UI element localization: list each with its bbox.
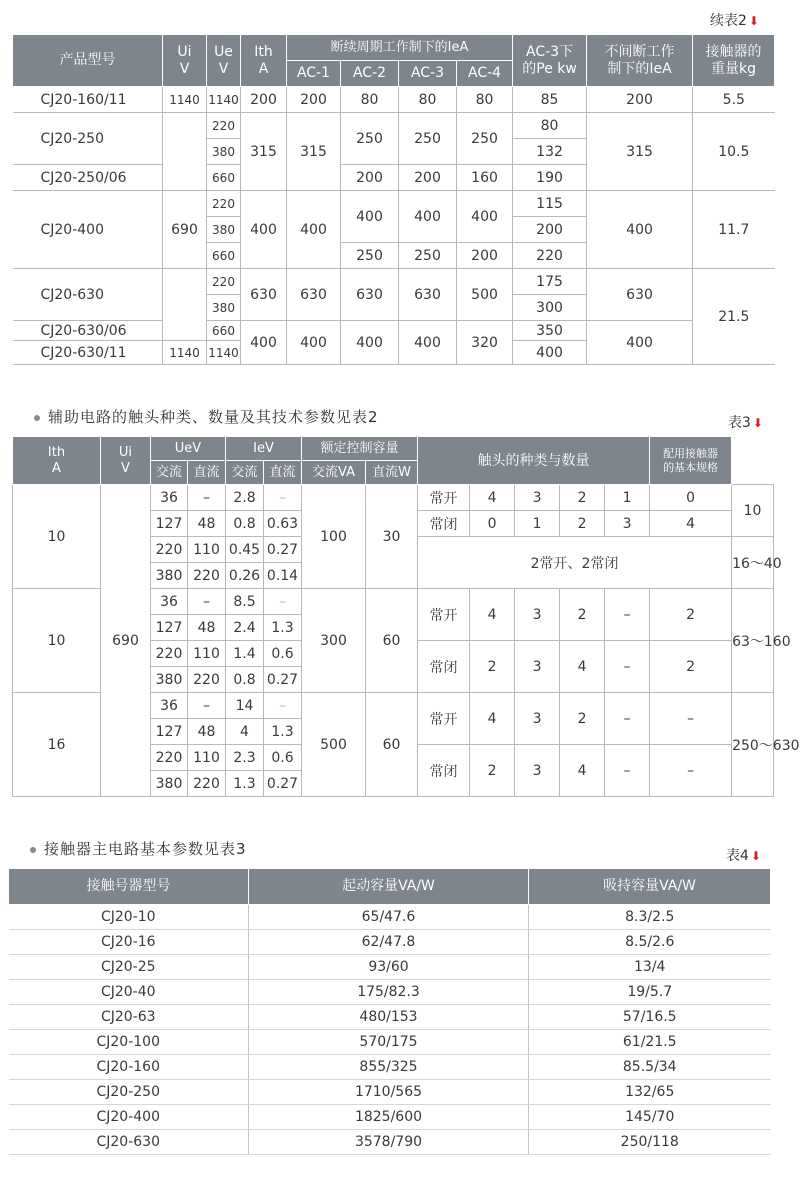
cell-start-capacity: 3578/790	[249, 1130, 529, 1155]
red-down-arrow-icon: ⬇	[750, 849, 761, 863]
table-row	[13, 269, 775, 295]
cell-ac2: 80	[341, 87, 399, 113]
header-dc-w: 直流W	[366, 461, 418, 485]
cell: 2	[470, 745, 515, 797]
bullet-dot-icon	[30, 847, 36, 853]
cell-ui: 1140	[163, 87, 207, 113]
header-uev: UeV	[151, 437, 226, 461]
header-ac4: AC-4	[457, 61, 513, 87]
header-contacts: 触头的种类与数量	[418, 437, 650, 485]
section-heading-table4	[30, 838, 247, 859]
cell-model: CJ20-400	[9, 1105, 249, 1130]
header-ue: Ue V	[207, 35, 241, 87]
cell-weight: 21.5	[693, 269, 775, 365]
table-row	[9, 1105, 771, 1130]
cell-ith: 630	[241, 269, 287, 321]
cell-model: CJ20-16	[9, 930, 249, 955]
cell: –	[188, 693, 226, 719]
cell-uninterrupted: 400	[587, 321, 693, 365]
cell: 110	[188, 641, 226, 667]
cell: 4	[560, 641, 605, 693]
cell: 3	[515, 745, 560, 797]
cell-hold-capacity: 132/65	[529, 1080, 771, 1105]
cell: 1.3	[264, 615, 302, 641]
cell-pe: 175	[513, 269, 587, 295]
table4	[8, 868, 771, 1155]
cell-ui-empty	[163, 269, 207, 341]
cell: 380	[151, 771, 188, 797]
cell-start-capacity: 855/325	[249, 1055, 529, 1080]
cell-model: CJ20-40	[9, 980, 249, 1005]
cell: 0.26	[226, 563, 264, 589]
cell: 36	[151, 485, 188, 511]
cell: 0	[470, 511, 515, 537]
cell-dc-w: 60	[366, 589, 418, 693]
cell: 127	[151, 615, 188, 641]
cell-ue: 660	[207, 165, 241, 191]
cell-model: CJ20-160	[9, 1055, 249, 1080]
cell-ac-va: 500	[302, 693, 366, 797]
cell-ue: 1140	[207, 341, 241, 365]
header-ac3-pe: AC-3下 的Pe kw	[513, 35, 587, 87]
cell: 2	[650, 641, 732, 693]
cell-ue: 220	[207, 113, 241, 139]
cell: 8.5	[226, 589, 264, 615]
section-heading-table3	[34, 406, 379, 427]
cell: 2.8	[226, 485, 264, 511]
header-iev-dc: 直流	[264, 461, 302, 485]
cell: 4	[470, 485, 515, 511]
table-row	[9, 1080, 771, 1105]
cell: 0.27	[264, 537, 302, 563]
cell: 380	[151, 667, 188, 693]
cell-uninterrupted: 315	[587, 113, 693, 191]
header-iev-ac: 交流	[226, 461, 264, 485]
cell-ue: 660	[207, 321, 241, 341]
cell-pe: 132	[513, 139, 587, 165]
cell-ac1: 200	[287, 87, 341, 113]
table-row	[9, 955, 771, 980]
section-heading-text: 接触器主电路基本参数见表3	[44, 840, 247, 858]
cell-model: CJ20-630	[9, 1130, 249, 1155]
cell-uninterrupted: 630	[587, 269, 693, 321]
cell-ith: 10	[13, 589, 101, 693]
cell: 220	[188, 771, 226, 797]
cell: 14	[226, 693, 264, 719]
cell-dc-w: 60	[366, 693, 418, 797]
cell-model: CJ20-25	[9, 955, 249, 980]
cell-ue: 220	[207, 269, 241, 295]
cell-pe: 300	[513, 295, 587, 321]
cell: 2.4	[226, 615, 264, 641]
table2-caption-text: 续表2	[710, 13, 747, 29]
cell-ac4: 400	[457, 191, 513, 243]
cell-hold-capacity: 8.3/2.5	[529, 905, 771, 930]
table3-caption-text: 表3	[728, 415, 751, 431]
cell-ac-va: 300	[302, 589, 366, 693]
table-row	[9, 930, 771, 955]
cell: –	[264, 693, 302, 719]
table3	[12, 436, 800, 797]
cell: 48	[188, 511, 226, 537]
cell: 0.27	[264, 771, 302, 797]
cell-pe: 350	[513, 321, 587, 341]
cell-ui: 690	[101, 485, 151, 797]
table-row	[13, 87, 775, 113]
cell-pe: 85	[513, 87, 587, 113]
cell-ac4: 250	[457, 113, 513, 165]
header-hold-capacity: 吸持容量VA/W	[529, 869, 771, 905]
table-row	[13, 191, 775, 217]
header-start-capacity: 起动容量VA/W	[249, 869, 529, 905]
cell-ui: 690	[163, 191, 207, 269]
cell-weight: 5.5	[693, 87, 775, 113]
cell-hold-capacity: 145/70	[529, 1105, 771, 1130]
cell-model: CJ20-400	[13, 191, 163, 269]
header-iev: IeV	[226, 437, 302, 461]
red-down-arrow-icon: ⬇	[748, 14, 759, 28]
cell-ac4: 500	[457, 269, 513, 321]
header-ui: Ui V	[101, 437, 151, 485]
cell-ui: 1140	[163, 341, 207, 365]
cell: 4	[650, 511, 732, 537]
cell: 3	[515, 693, 560, 745]
cell-pe: 80	[513, 113, 587, 139]
cell-no-label: 常开	[418, 485, 470, 511]
header-ac3: AC-3	[399, 61, 457, 87]
cell-nc-label: 常闭	[418, 511, 470, 537]
cell-hold-capacity: 85.5/34	[529, 1055, 771, 1080]
cell-ac2: 400	[341, 321, 399, 365]
cell: 0.8	[226, 511, 264, 537]
table-row	[9, 1030, 771, 1055]
cell-ac2: 630	[341, 269, 399, 321]
cell: –	[605, 641, 650, 693]
cell-base: 16～40	[732, 537, 774, 589]
cell-model: CJ20-160/11	[13, 87, 163, 113]
cell-hold-capacity: 13/4	[529, 955, 771, 980]
header-uev-dc: 直流	[188, 461, 226, 485]
cell-pe: 220	[513, 243, 587, 269]
cell: –	[264, 589, 302, 615]
cell-ac1: 315	[287, 113, 341, 191]
table-row	[13, 113, 775, 139]
header-base-spec: 配用接触器 的基本规格	[650, 437, 732, 485]
cell: 1.3	[264, 719, 302, 745]
cell-start-capacity: 570/175	[249, 1030, 529, 1055]
cell-hold-capacity: 61/21.5	[529, 1030, 771, 1055]
cell-model: CJ20-630/06	[13, 321, 163, 341]
cell: –	[605, 693, 650, 745]
cell-model: CJ20-250	[13, 113, 163, 165]
cell-pe: 200	[513, 217, 587, 243]
cell: 2	[650, 589, 732, 641]
cell-ue: 220	[207, 191, 241, 217]
cell-ac3: 400	[399, 191, 457, 243]
cell-model: CJ20-63	[9, 1005, 249, 1030]
cell-base: 10	[732, 485, 774, 537]
cell: 2	[560, 511, 605, 537]
cell-ith: 10	[13, 485, 101, 589]
cell: 2	[560, 589, 605, 641]
cell-ac3: 80	[399, 87, 457, 113]
cell: 220	[151, 641, 188, 667]
cell: 3	[515, 641, 560, 693]
table-row	[9, 1130, 771, 1155]
cell: 4	[226, 719, 264, 745]
header-model: 产品型号	[13, 35, 163, 87]
cell: 36	[151, 589, 188, 615]
cell: 127	[151, 719, 188, 745]
cell: –	[605, 589, 650, 641]
header-rated: 额定控制容量	[302, 437, 418, 461]
cell: 1.4	[226, 641, 264, 667]
cell-start-capacity: 480/153	[249, 1005, 529, 1030]
cell-ac4: 80	[457, 87, 513, 113]
cell-ac4: 160	[457, 165, 513, 191]
cell-weight: 11.7	[693, 191, 775, 269]
cell-ue: 1140	[207, 87, 241, 113]
table-row	[9, 980, 771, 1005]
cell: 3	[515, 485, 560, 511]
cell: –	[605, 745, 650, 797]
header-ith: Ith A	[13, 437, 101, 485]
bullet-dot-icon	[34, 415, 40, 421]
header-model: 接触号器型号	[9, 869, 249, 905]
cell-hold-capacity: 8.5/2.6	[529, 930, 771, 955]
cell-ith: 16	[13, 693, 101, 797]
cell: 36	[151, 693, 188, 719]
cell-dc-w: 30	[366, 485, 418, 589]
cell: 0.45	[226, 537, 264, 563]
cell: 3	[605, 511, 650, 537]
cell: 2	[560, 693, 605, 745]
cell-ith: 400	[241, 321, 287, 365]
cell: –	[650, 693, 732, 745]
cell: 110	[188, 745, 226, 771]
cell-weight: 10.5	[693, 113, 775, 191]
cell-ac1: 400	[287, 191, 341, 269]
cell-ac3: 400	[399, 321, 457, 365]
cell-ac3: 250	[399, 113, 457, 165]
cell: 110	[188, 537, 226, 563]
cell-start-capacity: 1825/600	[249, 1105, 529, 1130]
cell: 2.3	[226, 745, 264, 771]
cell-hold-capacity: 19/5.7	[529, 980, 771, 1005]
cell: 4	[470, 589, 515, 641]
cell: 380	[151, 563, 188, 589]
cell-ac2: 250	[341, 243, 399, 269]
cell-model: CJ20-250/06	[13, 165, 163, 191]
cell: 1	[605, 485, 650, 511]
cell-pe: 190	[513, 165, 587, 191]
cell: 1	[515, 511, 560, 537]
table4-caption-text: 表4	[726, 848, 749, 864]
cell-start-capacity: 93/60	[249, 955, 529, 980]
red-down-arrow-icon: ⬇	[752, 416, 763, 430]
cell-base: 250～630	[732, 693, 774, 797]
cell-pe: 400	[513, 341, 587, 365]
cell: 48	[188, 719, 226, 745]
section-heading-text: 辅助电路的触头种类、数量及其技术参数见表2	[48, 408, 379, 426]
cell-no-label: 常开	[418, 589, 470, 641]
cell-ith: 315	[241, 113, 287, 191]
header-ac2: AC-2	[341, 61, 399, 87]
cell-uninterrupted: 400	[587, 191, 693, 269]
header-uev-ac: 交流	[151, 461, 188, 485]
cell-model: CJ20-10	[9, 905, 249, 930]
cell-ith: 200	[241, 87, 287, 113]
cell-nc-label: 常闭	[418, 745, 470, 797]
cell-nc-label: 常闭	[418, 641, 470, 693]
header-ac-va: 交流VA	[302, 461, 366, 485]
cell-ue: 380	[207, 217, 241, 243]
cell-ue: 660	[207, 243, 241, 269]
header-ac1: AC-1	[287, 61, 341, 87]
cell: 0.27	[264, 667, 302, 693]
cell: 4	[470, 693, 515, 745]
cell-ac3: 630	[399, 269, 457, 321]
cell-uninterrupted: 200	[587, 87, 693, 113]
cell-ac-va: 100	[302, 485, 366, 589]
cell-base: 63～160	[732, 589, 774, 693]
table2-caption	[710, 10, 759, 30]
cell: 0.63	[264, 511, 302, 537]
cell-ac1: 630	[287, 269, 341, 321]
table4-caption	[726, 845, 761, 865]
cell: 0.6	[264, 641, 302, 667]
cell-ac4: 200	[457, 243, 513, 269]
cell-model: CJ20-630	[13, 269, 163, 321]
cell: –	[188, 485, 226, 511]
table-row	[13, 321, 775, 341]
cell: 2	[470, 641, 515, 693]
cell: –	[650, 745, 732, 797]
cell-ith: 400	[241, 191, 287, 269]
cell: 3	[515, 589, 560, 641]
header-ui: Ui V	[163, 35, 207, 87]
cell-ac2: 200	[341, 165, 399, 191]
cell-ac1: 400	[287, 321, 341, 365]
table-row	[13, 485, 774, 511]
cell-model: CJ20-100	[9, 1030, 249, 1055]
cell: 2	[560, 485, 605, 511]
cell: 4	[560, 745, 605, 797]
cell-model: CJ20-250	[9, 1080, 249, 1105]
cell: 220	[188, 667, 226, 693]
cell-hold-capacity: 57/16.5	[529, 1005, 771, 1030]
cell-hold-capacity: 250/118	[529, 1130, 771, 1155]
cell-ac3: 200	[399, 165, 457, 191]
table-row	[9, 1005, 771, 1030]
header-uninterrupted: 不间断工作 制下的IeA	[587, 35, 693, 87]
cell: –	[264, 485, 302, 511]
table2	[12, 34, 775, 365]
header-intermittent: 断续周期工作制下的IeA	[287, 35, 513, 61]
header-weight: 接触器的 重量kg	[693, 35, 775, 87]
cell-ue: 380	[207, 139, 241, 165]
cell-start-capacity: 1710/565	[249, 1080, 529, 1105]
cell: 1.3	[226, 771, 264, 797]
cell-start-capacity: 175/82.3	[249, 980, 529, 1005]
cell-pe: 115	[513, 191, 587, 217]
cell-start-capacity: 62/47.8	[249, 930, 529, 955]
cell-ui-empty	[163, 113, 207, 191]
cell: 0.8	[226, 667, 264, 693]
cell-ac3: 250	[399, 243, 457, 269]
cell: 220	[151, 745, 188, 771]
cell: 0	[650, 485, 732, 511]
cell: 0.14	[264, 563, 302, 589]
cell: 127	[151, 511, 188, 537]
header-ith: Ith A	[241, 35, 287, 87]
table-row	[9, 905, 771, 930]
table-row	[9, 1055, 771, 1080]
cell-ue: 380	[207, 295, 241, 321]
cell-ac2: 400	[341, 191, 399, 243]
cell: 220	[188, 563, 226, 589]
cell-no-label: 常开	[418, 693, 470, 745]
cell-model: CJ20-630/11	[13, 341, 163, 365]
cell: 48	[188, 615, 226, 641]
cell-start-capacity: 65/47.6	[249, 905, 529, 930]
table3-caption	[728, 412, 763, 432]
cell-combo: 2常开、2常闭	[418, 537, 732, 589]
cell: –	[188, 589, 226, 615]
cell-ac2: 250	[341, 113, 399, 165]
cell: 220	[151, 537, 188, 563]
cell: 0.6	[264, 745, 302, 771]
cell-ac4: 320	[457, 321, 513, 365]
